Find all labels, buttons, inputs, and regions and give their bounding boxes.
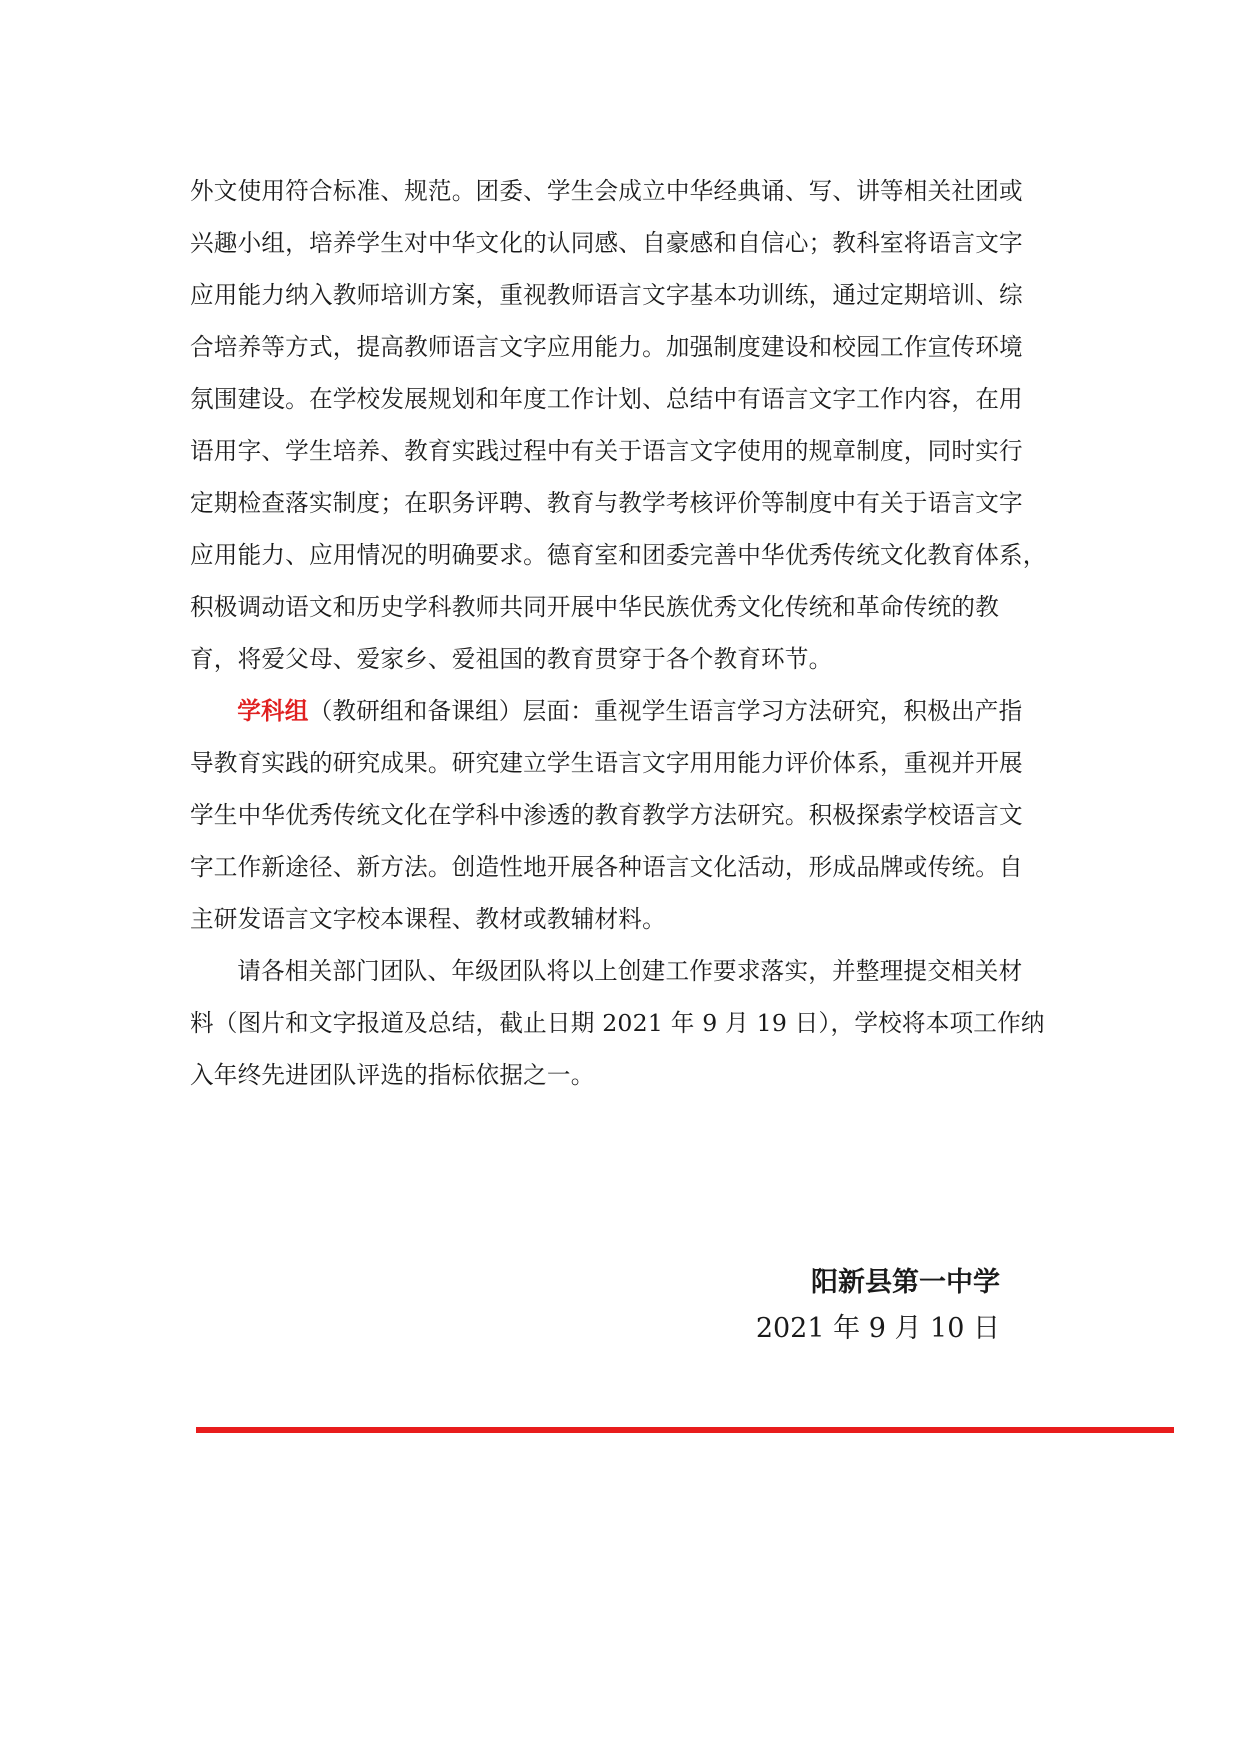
paragraph-1-line: 语用字、学生培养、教育实践过程中有关于语言文字使用的规章制度，同时实行 [190, 437, 1023, 465]
paragraph-3-line: 入年终先进团队评选的指标依据之一。 [190, 1061, 595, 1089]
paragraph-1-line: 兴趣小组，培养学生对中华文化的认同感、自豪感和自信心；教科室将语言文字 [190, 229, 1023, 257]
paragraph-2-first-line-text: （教研组和备课组）层面：重视学生语言学习方法研究，积极出产指 [308, 697, 1023, 725]
paragraph-2-line: 学生中华优秀传统文化在学科中渗透的教育教学方法研究。积极探索学校语言文 [190, 801, 1023, 829]
paragraph-3 [190, 945, 1050, 1101]
paragraph-1-line: 应用能力纳入教师培训方案，重视教师语言文字基本功训练，通过定期培训、综 [190, 281, 1023, 309]
signature-date: 2021 年 9 月 10 日 [755, 1313, 1000, 1344]
paragraph-1-line: 育，将爱父母、爱家乡、爱祖国的教育贯穿于各个教育环节。 [190, 645, 833, 673]
paragraph-3-line: 请各相关部门团队、年级团队将以上创建工作要求落实，并整理提交相关材 [237, 957, 1023, 985]
document-body [190, 165, 1050, 1101]
signature-organization: 阳新县第一中学 [811, 1267, 1000, 1298]
paragraph-1-line: 定期检查落实制度；在职务评聘、教育与教学考核评价等制度中有关于语言文字 [190, 489, 1023, 517]
paragraph-2 [190, 685, 1050, 945]
paragraph-1-line: 积极调动语文和历史学科教师共同开展中华民族优秀文化传统和革命传统的教 [190, 593, 999, 621]
red-divider-line [196, 1427, 1174, 1433]
paragraph-2-first-line [190, 685, 1050, 737]
paragraph-2-line: 主研发语言文字校本课程、教材或教辅材料。 [190, 905, 666, 933]
paragraph-3-line: 料（图片和文字报道及总结，截止日期 2021 年 9 月 19 日），学校将本项工作纳 [190, 1009, 1045, 1037]
paragraph-1-line: 应用能力、应用情况的明确要求。德育室和团委完善中华优秀传统文化教育体系， [190, 541, 1047, 569]
subject-group-highlight: 学科组 [237, 697, 309, 725]
paragraph-1-line: 外文使用符合标准、规范。团委、学生会成立中华经典诵、写、讲等相关社团或 [190, 177, 1023, 205]
paragraph-1-line: 合培养等方式，提高教师语言文字应用能力。加强制度建设和校园工作宣传环境 [190, 333, 1023, 361]
paragraph-1 [190, 165, 1050, 685]
paragraph-1-line: 氛围建设。在学校发展规划和年度工作计划、总结中有语言文字工作内容，在用 [190, 385, 1023, 413]
signature-block [756, 1260, 1000, 1352]
paragraph-2-line: 字工作新途径、新方法。创造性地开展各种语言文化活动，形成品牌或传统。自 [190, 853, 1023, 881]
paragraph-2-line: 导教育实践的研究成果。研究建立学生语言文字用用能力评价体系，重视并开展 [190, 749, 1023, 777]
